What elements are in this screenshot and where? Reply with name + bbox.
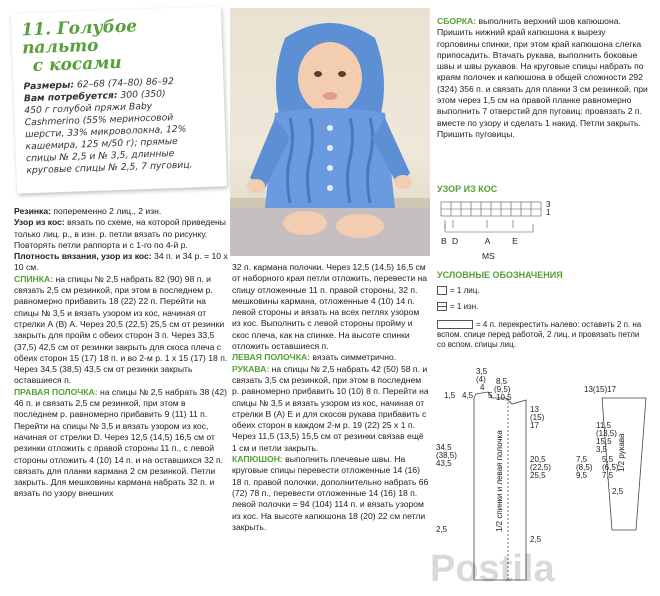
dim-sleeve-small: 3,5: [596, 445, 608, 454]
dim-sleeve-top: 13(15)17: [584, 385, 617, 394]
front-piece-label: 1/2 спинки и левая полочка: [495, 430, 504, 532]
paragraph-text: вязать по схеме, на которой приведены только лиц. р., в изн. р. петли вязать по рисунку. Повторять петли раппорта и с 1-го по 4-й р.: [14, 217, 226, 250]
paragraph-label: Плотность вязания, узор из кос:: [14, 251, 152, 262]
materials-line: круговые спицы № 2,5, 7 пуговиц.: [26, 159, 193, 177]
dim-neck-1: 8,5: [496, 377, 508, 386]
dim-sleeve-r2: (13,5): [596, 429, 617, 438]
baby-in-blue-coat-illustration: [230, 8, 430, 256]
dim-armhole-3: 17: [530, 421, 539, 430]
dim-shoulder-3: 4: [480, 383, 485, 392]
chart-letter-d: D: [452, 236, 459, 246]
dim-sleeve-b1: 7,5: [576, 455, 588, 464]
paragraph: [232, 352, 430, 363]
paragraph-text: 34 п. и 34 р. = 10 х 10 см.: [14, 251, 228, 273]
paragraph-label: РУКАВА:: [232, 363, 270, 374]
paragraph-label: Резинка:: [14, 206, 51, 216]
title-line-2: с косами: [32, 52, 123, 76]
purl-symbol: [437, 302, 447, 311]
legend-knit-text: = 1 лиц.: [450, 286, 480, 295]
legend-title: УСЛОВНЫЕ ОБОЗНАЧЕНИЯ: [437, 270, 563, 280]
dim-sleeve-b2: (8,5): [576, 463, 593, 472]
legend-purl: [437, 302, 478, 312]
paragraph-label: ЛЕВАЯ ПОЛОЧКА:: [232, 352, 311, 363]
paragraph: [14, 387, 228, 500]
dim-armhole-2: (15): [530, 413, 545, 422]
materials-line: шерсти, 33% микроволокна, 12%: [24, 123, 187, 141]
paragraph-text: 32 п. кармана полочки. Через 12,5 (14,5) 16,5 см от наборного края петли отложить, перевести на спицу отложенные 11 п. правой стороны, 32 п. мешковины кармана, отложенные 4 (10) 14 п. левой стороны и вязать на всех петлях узором из кос. Выполнить с левой стороны пройму и скос плеча, как на спинке. На высоте спинки отложить оставшиеся п.: [232, 262, 428, 352]
chart-letters: [441, 236, 518, 246]
chart-letter-a: A: [484, 236, 490, 246]
pattern-title: [21, 15, 213, 76]
dim-shoulder-2: (4): [476, 375, 486, 384]
materials-line: кашемира, 125 м/50 г); прямые: [25, 135, 178, 153]
dim-sleeve-r1: 11,5: [596, 421, 611, 430]
chart-row-1: 1: [546, 208, 551, 217]
paragraph-label: ПРАВАЯ ПОЛОЧКА:: [14, 386, 98, 397]
left-text-column: [14, 206, 228, 500]
sizes-value: 62–68 (74–80) 86–92: [76, 76, 175, 91]
title-line-1: 11. Голубое пальто: [21, 16, 138, 59]
paragraph: [232, 262, 430, 352]
paragraph-text: на спицы № 2,5 набрать 82 (90) 98 п. и связать 2,5 см резинкой, при этом в последнем р. равномерно прибавить 18 (22) 22 п. Перейти на спицы № 3,5 и вязать узором из кос, начиная от стрелки А (В) А. Через 20,5 (22,5) 25,5 см от резинки закрыть для пройм с обеих сторон 3 п. Через 33,5 (37,5) 42,5 см от резинки закрыть для скоса плеча с обеих сторон 15 (17) 18 п. и во 2-м р. 1 х 15 (17) 18 п. Через 34,5 (38,5) 43,5 см от резинки закрыть оставшиеся п.: [14, 273, 228, 386]
chart-ms-label: MS: [482, 251, 495, 261]
dim-front-1: 1,5: [444, 391, 456, 400]
dim-sleeve-r3: 15,5: [596, 437, 612, 446]
chart-row-3: 3: [546, 200, 551, 209]
materials-line: Cashmerino (55% мериносовой: [24, 112, 174, 129]
chart-letter-e: E: [512, 236, 518, 246]
dim-sleeve-c1: 5,5: [602, 455, 614, 464]
paragraph-text: попеременно 2 лиц., 2 изн.: [51, 206, 162, 216]
assembly-label: СБОРКА:: [437, 16, 477, 26]
dim-sleeve-c3: 7,5: [602, 471, 614, 480]
paragraph-label: КАПЮШОН:: [232, 454, 283, 465]
dim-sleeve-b3: 9,5: [576, 471, 588, 480]
chart-title: УЗОР ИЗ КОС: [437, 184, 498, 194]
paragraph-text: на спицы № 2,5 набрать 38 (42) 46 п. и связать 2,5 см резинкой, при этом в последнем р. равномерно прибавить 9 (11) 11 п. Перейти на спицы № 3,5 и вязать узором из кос, начиная от стрелки D. Через 12,5 (14,5) 16,5 см от резинки отложить с правой стороны 11 п., с левой стороны отложить 4 (10) 14 п. и на оставшихся 32 п. связать для планки кармана 2 см резинкой. Петли закрыть. Для мешковины кармана набрать 32 п. и вязать по узору внешних: [14, 386, 227, 499]
assembly-section: [437, 16, 649, 140]
dim-side-2: (22,5): [530, 463, 551, 472]
middle-text-column: [232, 262, 430, 533]
consumption-value: 300 (350): [120, 88, 166, 101]
chart-letter-b: B: [441, 236, 447, 246]
dim-height-2: (38,5): [436, 451, 457, 460]
sleeve-piece-label: 1/2 рукава: [617, 433, 626, 472]
paragraph-label: СПИНКА:: [14, 273, 54, 284]
dim-front-3: 5: [488, 391, 493, 400]
cable-chart: [437, 198, 577, 264]
dim-front-2: 4,5: [462, 391, 474, 400]
product-photo: [230, 8, 430, 256]
dim-bottom-side: 2,5: [530, 535, 542, 544]
paragraph-label: Узор из кос:: [14, 217, 65, 228]
legend-cross: [437, 320, 649, 350]
dim-armhole-1: 13: [530, 405, 539, 414]
dim-sleeve-c2: (6,5): [602, 463, 619, 472]
paragraph: [14, 206, 228, 217]
cable-cross-symbol: [437, 320, 473, 329]
dim-height-1: 34,5: [436, 443, 452, 452]
info-card: [11, 6, 227, 193]
legend-knit: [437, 286, 480, 296]
paragraph-text: на спицы № 2,5 набрать 42 (50) 58 п. и связать 3,5 см резинкой, при этом в последнем р. равномерно прибавить 10 (10) 8 п. Перейти на спицы № 3,5 и вязать узором из кос, начиная от стрелки В (А) Е и для скосов рукава прибавить с обеих сторон в каждом 2-м р. 19 (22) 25 x 1 п. Через 11,5 (13,5) 15,5 см от резинки связав ещё 1 см и петли закрыть.: [232, 363, 429, 453]
materials-line: 450 г голубой пряжи Baby: [24, 100, 153, 117]
materials-text: [24, 99, 216, 178]
legend-purl-text: = 1 изн.: [450, 302, 479, 311]
paragraph: [14, 217, 228, 251]
dim-bottom-front: 2,5: [436, 525, 448, 534]
watermark: Postila: [430, 548, 555, 590]
paragraph-text: выполнить плечевые швы. На круговые спицы перевести отложенные 14 (16) 18 п. правой полочки, дополнительно набрать 66 (72) 78 п., перевести отложенные 14 (16) 18 п. левой полочки = 94 (104) 114 п. и вязать узором из кос. На высоте капюшона 18 (20) 22 см петли закрыть.: [232, 454, 429, 532]
dim-side-1: 20,5: [530, 455, 546, 464]
paragraph: [232, 454, 430, 533]
chart-row-labels: [546, 201, 550, 217]
knit-symbol: [437, 286, 447, 295]
dim-height-3: 43,5: [436, 459, 452, 468]
sizes-label: Размеры:: [23, 79, 75, 93]
legend-cross-text: = 4 п. перекрестить налево: оставить 2 п. на вспом. спице перед работой, 2 лиц. и провязать петли со вспом. спицы лиц.: [437, 320, 642, 349]
paragraph: [14, 251, 228, 274]
consumption-label: Вам потребуется:: [23, 90, 118, 105]
dim-shoulder-1: 3,5: [476, 367, 488, 376]
assembly-text: выполнить верхний шов капюшона. Пришить нижний край капюшона к вырезу горловины спинки, при этом край капюшона слегка припосадить. Втачать рукава, выполнить боковые швы и швы рукавов. На круговые спицы набрать по краям полочек и капюшона в общей сложности 292 (324) 356 п. и связать для планки 3 см резинкой, при этом через 1,5 см на правой планке равномерно выполнить 7 отверстий для пуговиц: провязать 2 п. вместе по узору и сделать 1 накид. Петли закрыть. Пришить пуговицы.: [437, 16, 648, 139]
paragraph: [14, 274, 228, 387]
materials-line: спицы № 2,5 и № 3,5, длинные: [25, 148, 175, 165]
paragraph: [232, 364, 430, 454]
paragraph-text: вязать симметрично.: [310, 352, 397, 363]
dim-neck-2: (9,5): [494, 385, 511, 394]
dim-side-3: 25,5: [530, 471, 546, 480]
dim-sleeve-bottom-small: 2,5: [612, 487, 624, 496]
dim-neck-3: 10,5: [496, 393, 512, 402]
